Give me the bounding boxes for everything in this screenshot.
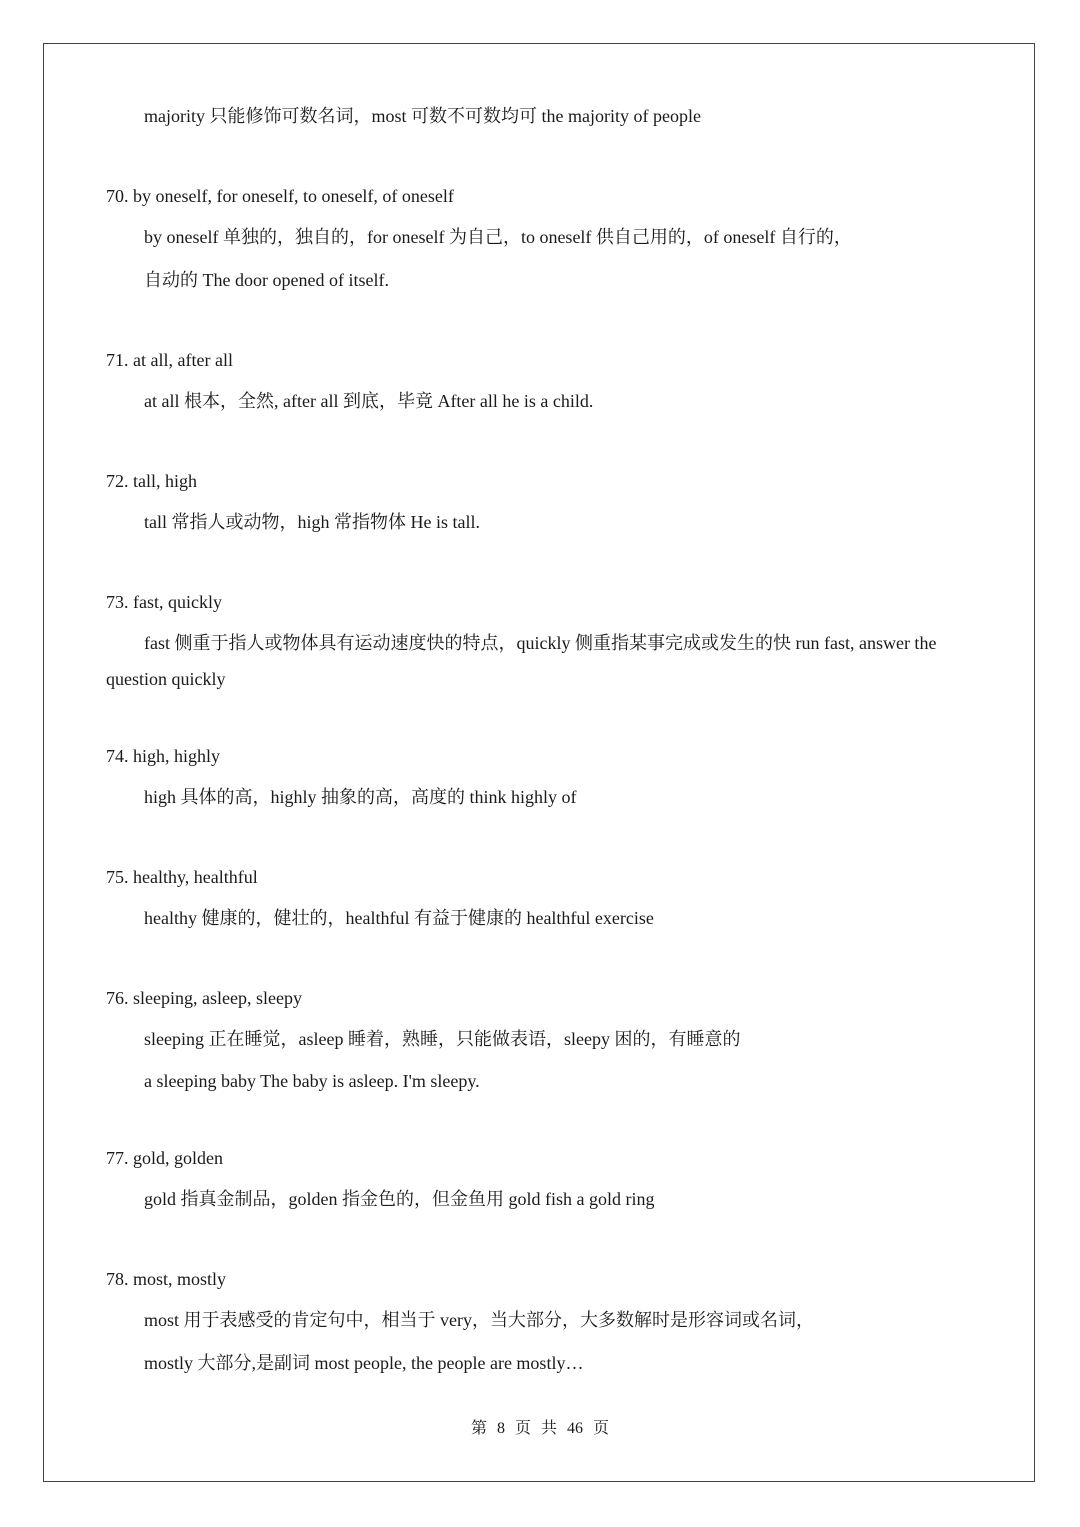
text-line: high 具体的高，highly 抽象的高，高度的 think highly of xyxy=(144,787,577,807)
footer-prefix: 第 xyxy=(470,1420,487,1437)
footer-total-pages: 46 xyxy=(567,1420,584,1437)
entry-heading-71: 71. at all, after all xyxy=(106,350,233,370)
text-line: tall 常指人或动物，high 常指物体 He is tall. xyxy=(144,512,480,532)
text-line: fast 侧重于指人或物体具有运动速度快的特点，quickly 侧重指某事完成或发生的快 run fast, answer the xyxy=(144,633,937,653)
entry-heading-77: 77. gold, golden xyxy=(106,1148,223,1168)
text-line: mostly 大部分,是副词 most people, the people are mostly… xyxy=(144,1353,584,1373)
text-line: at all 根本，全然, after all 到底，毕竟 After all he is a child. xyxy=(144,391,594,411)
text-line: by oneself 单独的，独自的，for oneself 为自己，to oneself 供自己用的，of oneself 自行的， xyxy=(144,227,852,247)
footer-page-label: 页 xyxy=(514,1420,531,1437)
text-line: question quickly xyxy=(106,669,226,689)
footer-page-number: 8 xyxy=(496,1420,505,1437)
entry-heading-72: 72. tall, high xyxy=(106,471,197,491)
text-line: most 用于表感受的肯定句中，相当于 very，当大部分，大多数解时是形容词或名词， xyxy=(144,1310,814,1330)
footer-total-label: 共 xyxy=(541,1420,558,1437)
footer-suffix: 页 xyxy=(593,1420,610,1437)
entry-heading-73: 73. fast, quickly xyxy=(106,592,222,612)
text-line: gold 指真金制品，golden 指金色的，但金鱼用 gold fish a gold ring xyxy=(144,1189,655,1209)
text-line: healthy 健康的，健壮的，healthful 有益于健康的 healthful exercise xyxy=(144,908,654,928)
text-line: sleeping 正在睡觉，asleep 睡着，熟睡，只能做表语，sleepy 困的，有睡意的 xyxy=(144,1029,741,1049)
entry-heading-75: 75. healthy, healthful xyxy=(106,867,258,887)
text-line: majority 只能修饰可数名词，most 可数不可数均可 the majority of people xyxy=(144,106,701,126)
entry-heading-70: 70. by oneself, for oneself, to oneself, of oneself xyxy=(106,186,454,206)
entry-heading-76: 76. sleeping, asleep, sleepy xyxy=(106,988,302,1008)
text-line: 自动的 The door opened of itself. xyxy=(144,270,389,290)
page-footer xyxy=(0,1417,1080,1441)
text-line: a sleeping baby The baby is asleep. I'm sleepy. xyxy=(144,1071,480,1091)
entry-heading-78: 78. most, mostly xyxy=(106,1269,227,1289)
entry-heading-74: 74. high, highly xyxy=(106,746,221,766)
